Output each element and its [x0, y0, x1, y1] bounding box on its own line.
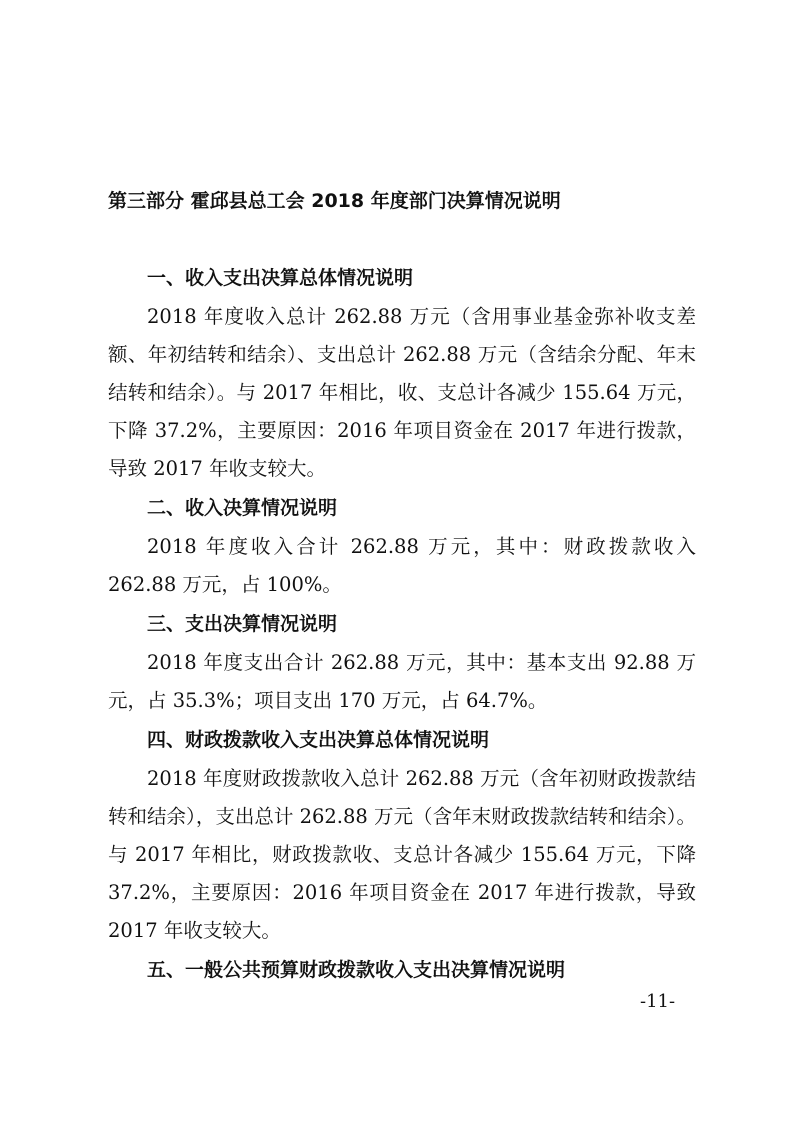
- part-title: 第三部分 霍邱县总工会 2018 年度部门决算情况说明: [108, 190, 561, 212]
- section-paragraph-4: 2018 年度财政拨款收入总计 262.88 万元（含年初财政拨款结转和结余），支出总计 262.88 万元（含年末财政拨款结转和结余）。与 2017 年相比，财政拨款收、支总计各减少 155.64 万元，下降 37.2%，主要原因：2016 年项目资金在 2017 年进行拨款，导致 2017 年收支较大。: [108, 767, 696, 942]
- section-paragraph-3: 2018 年度支出合计 262.88 万元，其中：基本支出 92.88 万元，占 35.3%；项目支出 170 万元，占 64.7%。: [108, 651, 696, 712]
- section-heading-4: 四、财政拨款收入支出决算总体情况说明: [147, 729, 490, 751]
- section-heading-2: 二、收入决算情况说明: [147, 497, 338, 519]
- section-heading-5: 五、一般公共预算财政拨款收入支出决算情况说明: [147, 959, 566, 981]
- document-body: [108, 260, 696, 990]
- section-paragraph-1: 2018 年度收入总计 262.88 万元（含用事业基金弥补收支差额、年初结转和结余）、支出总计 262.88 万元（含结余分配、年末结转和结余）。与 2017 年相比，收、支总计各减少 155.64 万元，下降 37.2%，主要原因：2016 年项目资金在 2017 年进行拨款，导致 2017 年收支较大。: [108, 305, 696, 480]
- section-paragraph-2: 2018 年度收入合计 262.88 万元，其中：财政拨款收入 262.88 万元，占 100%。: [108, 535, 696, 596]
- section-heading-1: 一、收入支出决算总体情况说明: [147, 267, 414, 289]
- section-heading-3: 三、支出决算情况说明: [147, 613, 338, 635]
- page-number: -11-: [640, 991, 676, 1012]
